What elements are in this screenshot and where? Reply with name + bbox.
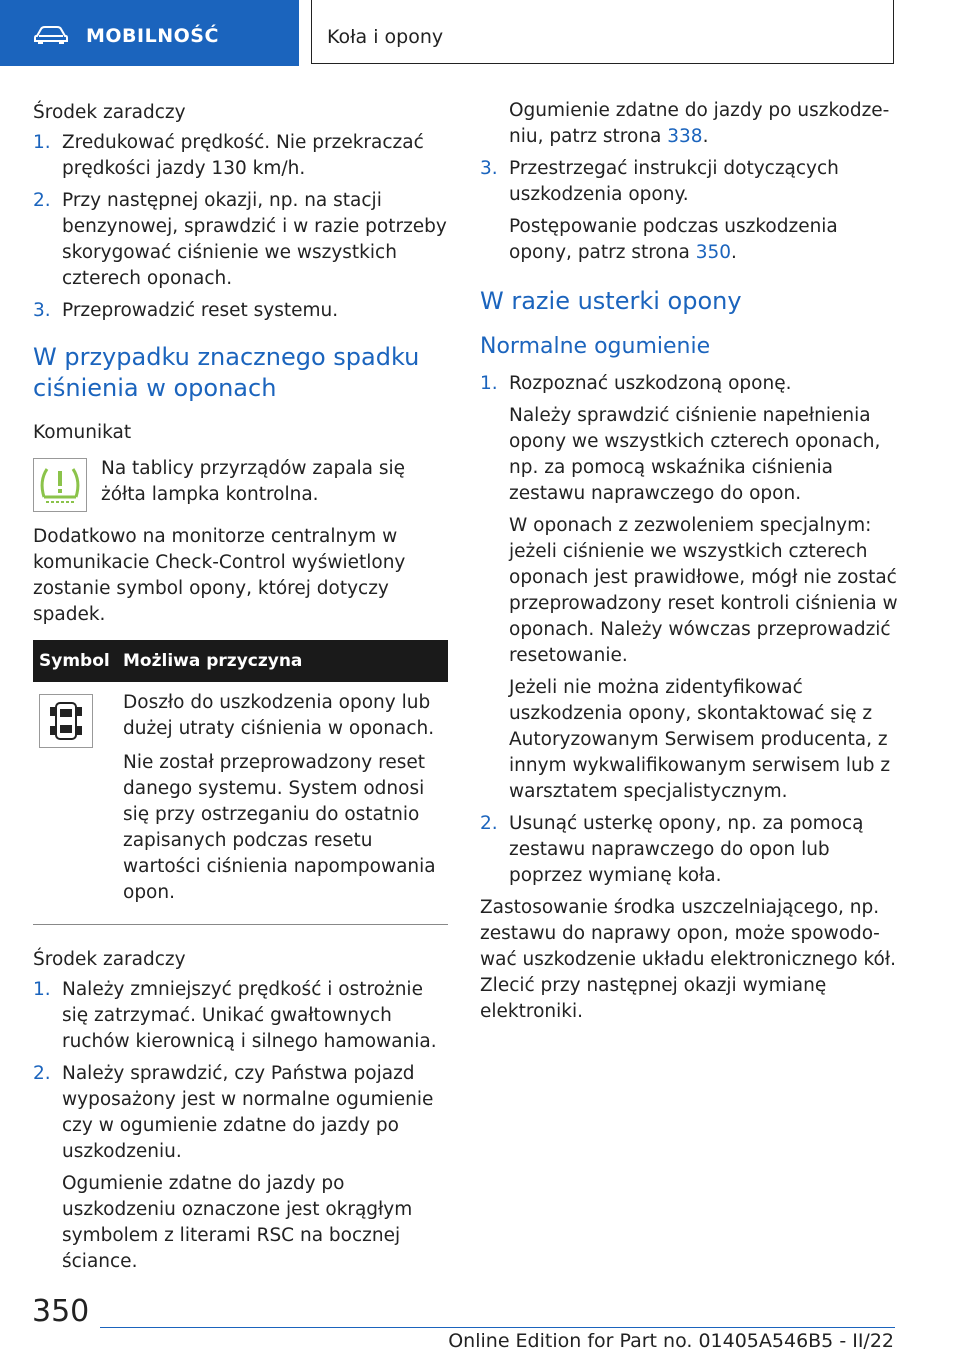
list-number: 3. [480, 158, 498, 179]
right-column [480, 98, 898, 1037]
list-number: 2. [480, 813, 498, 834]
symbol-cell [33, 682, 117, 925]
cause-text: Nie został przeprowadzony reset danego systemu. System odnosi się przy ostrzeganiu do ostatnio zapisanych podczas resetu wartości ciśnienia napompowania opon. [123, 752, 436, 903]
list-number: 2. [33, 190, 51, 211]
cause-text: Doszło do uszkodzenia opony lub dużej utraty ciśnienia w oponach. [123, 692, 435, 739]
list-item [33, 1061, 448, 1165]
list-subtext: Ogumienie zdatne do jazdy po uszkodzeniu, patrz strona 338. [509, 100, 890, 147]
list-subtext: Jeżeli nie można zidentyfikować uszkodzenia opony, skontaktować się z Autoryzowanym Serwisem producenta, z innym wykwalifikowanym serwisem lub z warsztatem specjalistycznym. [509, 677, 891, 802]
heading-tire-fault: W razie usterki opony [480, 287, 742, 315]
list-number: 3. [33, 300, 51, 321]
heading-normal-tires: Normalne ogumienie [480, 334, 711, 359]
list-text: Należy zmniejszyć prędkość i ostrożnie się zatrzymać. Unikać gwałtownych ruchów kierownicą i silnego hamowania. [62, 979, 437, 1052]
edition-text: Online Edition for Part no. 01405A546B5 - II/22 [448, 1330, 894, 1352]
message-text: Na tablicy przyrządów zapala się żółta lampka kontrolna. [101, 458, 406, 505]
list-text: Przestrzegać instrukcji dotyczących uszkodzenia opony. [509, 158, 839, 205]
cause-cell [117, 682, 448, 925]
list-number: 2. [33, 1063, 51, 1084]
footer-divider [100, 1327, 895, 1328]
symbol-table [33, 640, 448, 925]
heading-pressure-drop: W przypadku znacznego spadku ciśnienia w oponach [33, 343, 420, 402]
list-subtext: Ogumienie zdatne do jazdy po uszkodzeniu oznaczone jest okrągłym symbolem z literami RSC na bocznej ściance. [62, 1173, 413, 1272]
sealant-warning-text: Zastosowanie środka uszczelniającego, np. zestawu do naprawy opon, może spowodować uszkodzenie układu elektronicznego kół. Zlecić przy następnej okazji wymianę elektroniki. [480, 897, 897, 1022]
warning-row [33, 456, 448, 512]
list-number: 1. [480, 373, 498, 394]
page-number: 350 [32, 1294, 90, 1329]
col-header-cause: Możliwa przyczyna [117, 640, 448, 682]
list-number: 1. [33, 132, 51, 153]
list-subtext: Należy sprawdzić ciśnienie napełnienia opony we wszystkich czterech oponach, np. za pomocą wskaźnika ciśnienia zestawu naprawczego do opon. [509, 405, 881, 504]
car-icon [34, 26, 68, 48]
list-text: Usunąć usterkę opony, np. za pomocą zestawu naprawczego do opon lub poprzez wymianę koła. [509, 813, 864, 886]
tire-pressure-warning-icon [33, 458, 87, 512]
list-text: Należy sprawdzić, czy Państwa pojazd wyposażony jest w normalne ogumienie czy w ogumienie zdatne do jazdy po uszkodzeniu. [62, 1063, 434, 1162]
list-subtext: Postępowanie podczas uszkodzenia opony, patrz strona 350. [509, 216, 838, 263]
table-row [33, 682, 448, 925]
section-title: Koła i opony [327, 26, 444, 48]
remedy-heading: Środek zaradczy [33, 949, 186, 970]
col-header-symbol: Symbol [33, 640, 117, 682]
cross-reference-text: Ogumienie zdatne do jazdy po uszkodzeniu, patrz strona [509, 100, 890, 147]
remedy-heading: Środek zaradczy [33, 102, 186, 123]
list-item [33, 977, 448, 1055]
list-text: Przeprowadzić reset systemu. [62, 300, 339, 321]
list-subtext: W oponach z zezwoleniem specjalnym: jeżeli ciśnienie we wszystkich czterech oponach jest prawidłowe, mógł nie zostać przeprowadzony reset kontroli ciśnienia w oponach. Należy wówczas przeprowadzić resetowanie. [509, 515, 898, 666]
list-text: Rozpoznać uszkodzoną oponę. [509, 373, 792, 394]
check-control-text: Dodatkowo na monitorze centralnym w komunikacie Check-Control wyświetlony zostanie symbol opony, której dotyczy spadek. [33, 526, 406, 625]
cross-reference-text: Postępowanie podczas uszkodzenia opony, patrz strona [509, 216, 838, 263]
list-item [480, 371, 898, 397]
chapter-title: MOBILNOŚĆ [86, 25, 219, 47]
page-link[interactable]: 350 [695, 242, 732, 263]
message-heading: Komunikat [33, 422, 132, 443]
list-item [33, 298, 448, 324]
list-item [33, 130, 448, 182]
car-tire-status-icon [39, 694, 93, 748]
list-text: Zredukować prędkość. Nie przekraczać prędkości jazdy 130 km/h. [62, 132, 424, 179]
list-text: Przy następnej okazji, np. na stacji benzynowej, sprawdzić i w razie potrzeby skorygować ciśnienie we wszystkich czterech oponach. [62, 190, 447, 289]
list-number: 1. [33, 979, 51, 1000]
list-item [33, 188, 448, 292]
chapter-tab [0, 0, 299, 66]
list-item [480, 156, 898, 208]
page-link[interactable]: 338 [667, 126, 703, 147]
section-header [311, 0, 894, 64]
left-column [33, 100, 448, 1281]
list-item [480, 811, 898, 889]
